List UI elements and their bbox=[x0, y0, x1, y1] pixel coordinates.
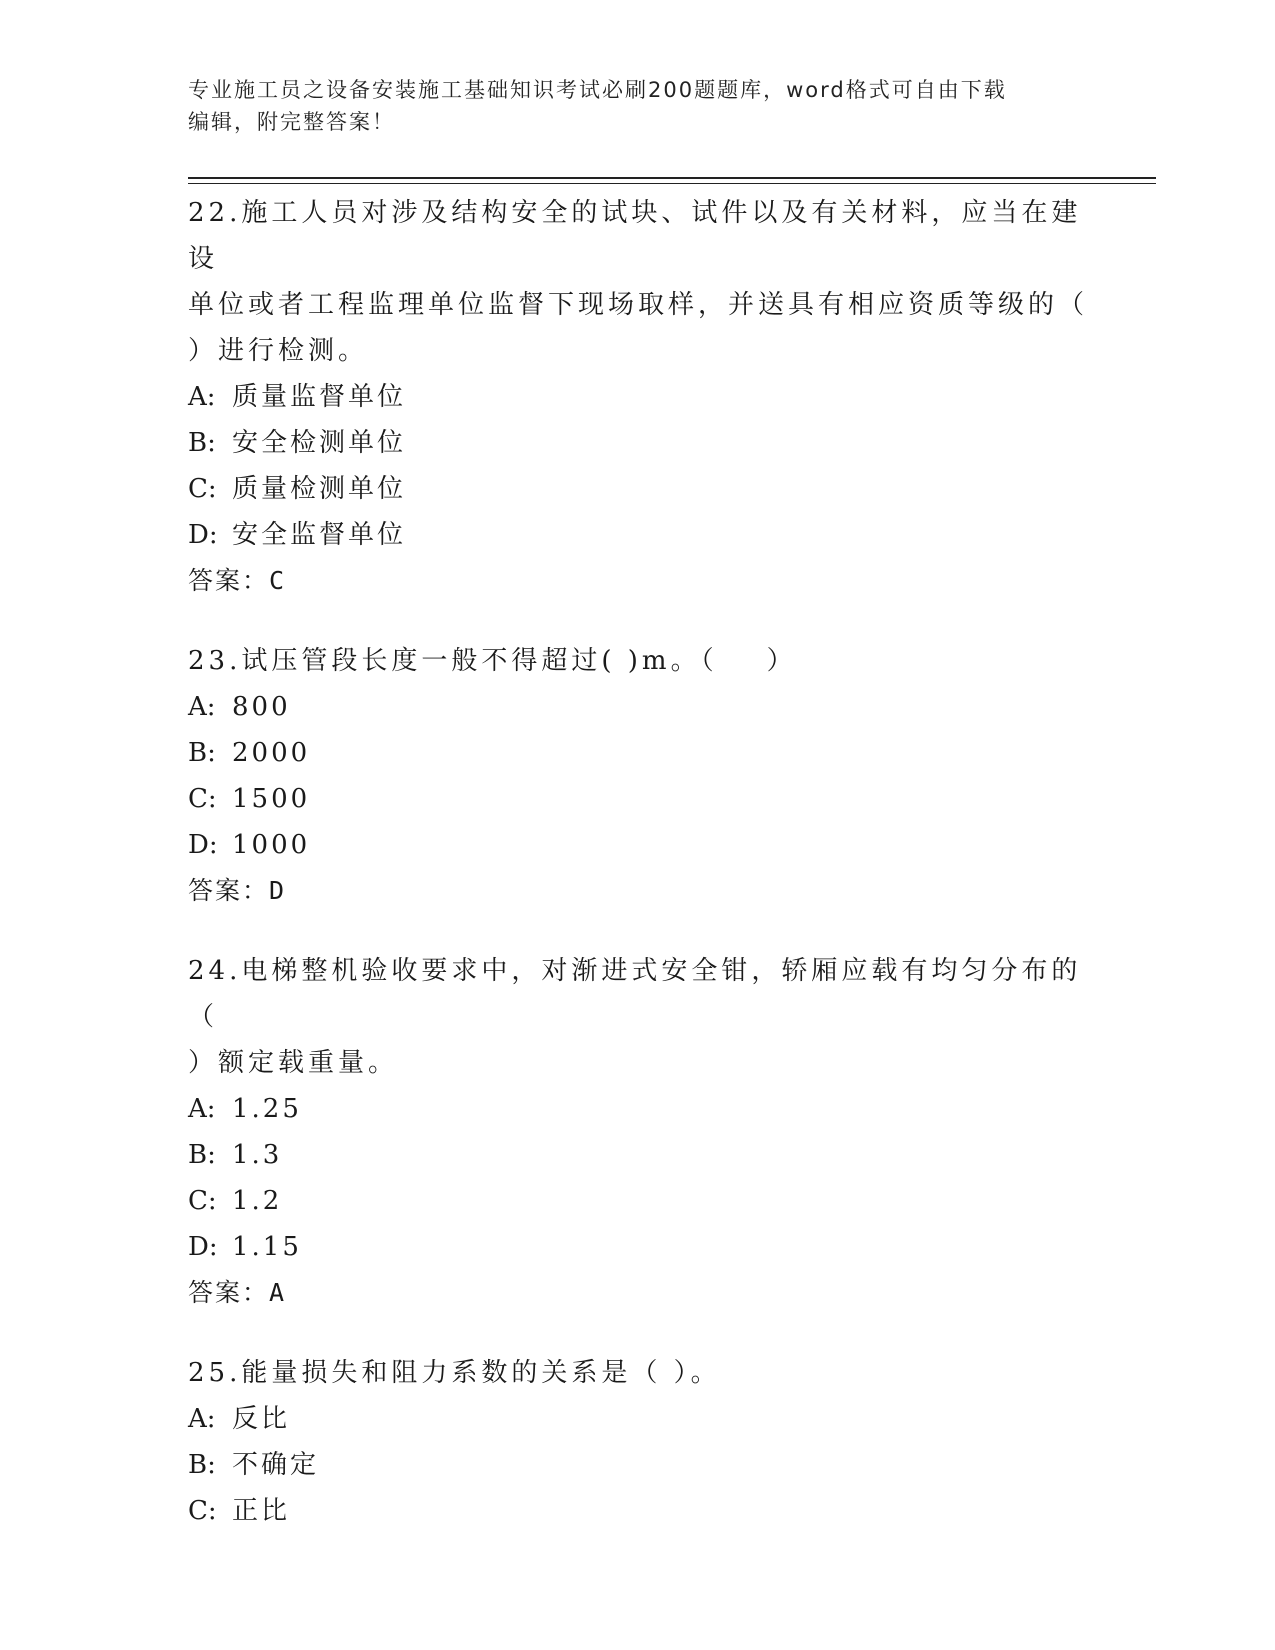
header-title-line-2: 编辑，附完整答案！ bbox=[188, 110, 395, 134]
answer-value: D bbox=[269, 876, 287, 905]
question-text bbox=[188, 190, 1088, 282]
header-divider-thick bbox=[188, 177, 1156, 179]
option-text: 安全检测单位 bbox=[232, 428, 407, 458]
option-text: 800 bbox=[232, 692, 291, 722]
answer-label: 答案： bbox=[188, 566, 270, 595]
answer-value: A bbox=[269, 1278, 287, 1307]
option-label: C: bbox=[188, 474, 217, 504]
answer-value: C bbox=[269, 566, 287, 595]
question-line-1: 电梯整机验收要求中，对渐进式安全钳，轿厢应载有均匀分布的（ bbox=[188, 956, 1082, 1032]
option-text: 不确定 bbox=[232, 1450, 320, 1480]
option-label: A: bbox=[188, 692, 216, 722]
answer-line bbox=[188, 1270, 1088, 1316]
option-a bbox=[188, 1086, 1088, 1132]
option-text: 质量监督单位 bbox=[232, 382, 407, 412]
document-header bbox=[188, 74, 1088, 138]
question-22 bbox=[188, 190, 1088, 604]
header-title-line-1: 专业施工员之设备安装施工基础知识考试必刷200题题库，word格式可自由下载 bbox=[188, 78, 1007, 102]
option-label: D: bbox=[188, 520, 218, 550]
question-line-1: 试压管段长度一般不得超过( )m。（ ） bbox=[241, 646, 797, 676]
option-c bbox=[188, 1178, 1088, 1224]
answer-label: 答案： bbox=[188, 1278, 270, 1307]
option-text: 安全监督单位 bbox=[232, 520, 407, 550]
question-25 bbox=[188, 1350, 1088, 1534]
option-text: 1500 bbox=[232, 784, 311, 814]
option-label: C: bbox=[188, 1186, 217, 1216]
option-label: D: bbox=[188, 1232, 218, 1262]
option-text: 1.15 bbox=[232, 1232, 302, 1262]
question-number: 22. bbox=[188, 198, 242, 228]
question-line-3: ）进行检测。 bbox=[188, 336, 369, 366]
question-number: 24. bbox=[188, 956, 242, 986]
option-b bbox=[188, 730, 1088, 776]
option-label: C: bbox=[188, 784, 217, 814]
option-b bbox=[188, 420, 1088, 466]
option-text: 正比 bbox=[232, 1496, 291, 1526]
answer-line bbox=[188, 558, 1088, 604]
answer-line bbox=[188, 868, 1088, 914]
option-label: A: bbox=[188, 1094, 216, 1124]
option-label: B: bbox=[188, 1450, 216, 1480]
question-line-2: 单位或者工程监理单位监督下现场取样，并送具有相应资质等级的（ bbox=[188, 290, 1089, 320]
question-text bbox=[188, 638, 1088, 684]
option-text: 反比 bbox=[232, 1404, 291, 1434]
option-text: 1.25 bbox=[232, 1094, 302, 1124]
option-text: 1.2 bbox=[232, 1186, 283, 1216]
question-number: 25. bbox=[188, 1358, 242, 1388]
question-number: 23. bbox=[188, 646, 242, 676]
option-text: 1.3 bbox=[232, 1140, 283, 1170]
question-line-2: ）额定载重量。 bbox=[188, 1048, 399, 1078]
answer-label: 答案： bbox=[188, 876, 270, 905]
option-c bbox=[188, 776, 1088, 822]
question-line-1: 施工人员对涉及结构安全的试块、试件以及有关材料，应当在建设 bbox=[188, 198, 1082, 274]
header-divider-thin bbox=[188, 183, 1156, 184]
option-c bbox=[188, 1488, 1088, 1534]
option-b bbox=[188, 1442, 1088, 1488]
option-label: B: bbox=[188, 738, 216, 768]
question-text bbox=[188, 948, 1088, 1040]
option-label: B: bbox=[188, 1140, 216, 1170]
option-d bbox=[188, 512, 1088, 558]
option-text: 质量检测单位 bbox=[232, 474, 407, 504]
option-label: A: bbox=[188, 382, 216, 412]
option-a bbox=[188, 684, 1088, 730]
option-b bbox=[188, 1132, 1088, 1178]
option-label: D: bbox=[188, 830, 218, 860]
question-text bbox=[188, 1350, 1088, 1396]
option-label: B: bbox=[188, 428, 216, 458]
option-text: 2000 bbox=[232, 738, 311, 768]
question-line-1: 能量损失和阻力系数的关系是（ ）。 bbox=[241, 1358, 721, 1388]
question-list bbox=[188, 190, 1088, 1568]
question-24 bbox=[188, 948, 1088, 1316]
option-label: A: bbox=[188, 1404, 216, 1434]
option-d bbox=[188, 1224, 1088, 1270]
option-text: 1000 bbox=[232, 830, 311, 860]
option-d bbox=[188, 822, 1088, 868]
option-label: C: bbox=[188, 1496, 217, 1526]
option-a bbox=[188, 374, 1088, 420]
option-c bbox=[188, 466, 1088, 512]
question-23 bbox=[188, 638, 1088, 914]
option-a bbox=[188, 1396, 1088, 1442]
